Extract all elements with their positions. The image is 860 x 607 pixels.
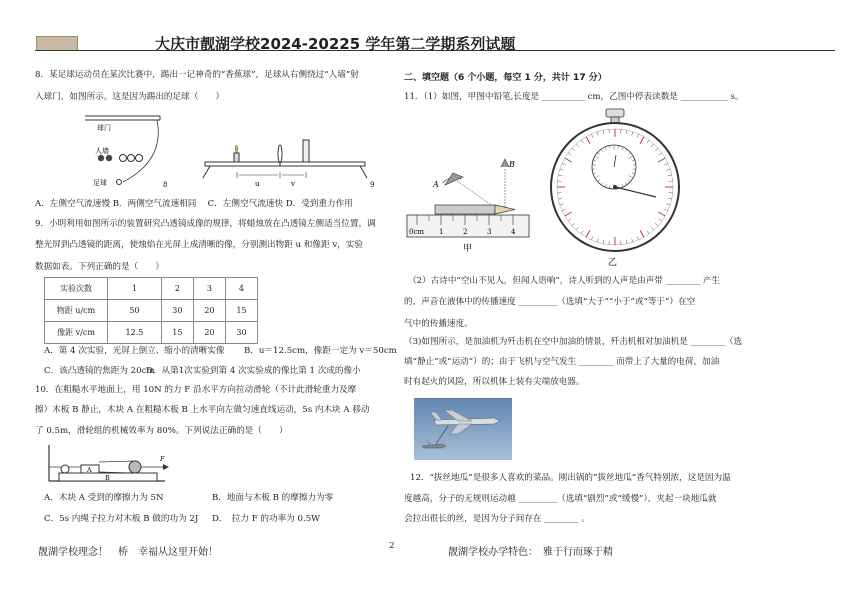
fig8-number: 8 [163,181,168,189]
table-cell: 12.5 [108,322,162,344]
stopwatch-figure [540,105,690,270]
ruler-label-3: 3 [487,228,492,236]
q10-line1: 10．在粗糙水平地面上，用 10N 的力 F 沿水平方向拉动滑轮（不计此滑轮重力及摩 [35,385,357,395]
table-cell: 像距 v/cm [45,322,108,344]
q11-p2-line3: 气中的传播速度。 [404,319,473,329]
q12-line2: 度越高，分子的无规则运动越 _________（选填“剧烈”或“缓慢”），夹起一块地瓜就 [404,494,717,504]
u-label: u [255,180,260,188]
q11-p3-line3: 时有起火的风险，所以机体上装有尖端放电器。 [404,377,585,387]
table-cell: 50 [108,300,162,322]
q10-option-d: D． 拉力 F 的功率为 0.5W [212,514,320,524]
table-cell: 15 [225,300,257,322]
footer-right-motto: 靓湖学校办学特色： 雅于行而琢于精 [448,547,613,558]
fig9-number: 9 [370,181,375,189]
q10-line3: 了 0.5m，滑轮组的机械效率为 80%。下列说法正确的是（ ） [35,426,288,436]
eye-a-label: A [433,180,439,189]
q9-line3: 数据如表。下列正确的是（ ） [35,262,164,272]
q8-line1: 8．某足球运动员在某次比赛中，踢出一记神奇的“香蕉球”，足球从右侧绕过“人墙”射 [35,70,359,80]
ball-label: 足球 [93,179,107,187]
board-b-label: B [105,474,110,482]
table-cell: 3 [193,278,225,300]
q11-p2-line1: （2）古诗中“空山不见人，但闻人语响”，诗人听到的人声是由声带 ________ 产生 [408,276,720,286]
page-number: 2 [389,541,395,551]
q12-line3: 会拉出很长的丝，是因为分子间存在 ________ 。 [404,514,590,524]
ruler-label-0: 0cm [409,228,425,236]
table-row [45,278,258,300]
school-logo [36,36,78,51]
footer-left-motto: 靓湖学校理念！ 桥 幸福从这里开始！ [38,547,218,558]
q10-option-b: B．地面与木板 B 的摩擦力为零 [212,493,334,503]
q9-option-b: B．u＝12.5cm，像距一定为 v＝50cm [244,346,397,356]
table-cell: 1 [108,278,162,300]
q10-figure [45,441,185,485]
table-cell: 4 [225,278,257,300]
q9-option-a: A．第 4 次实验，光屏上倒立、缩小的清晰实像 [44,346,225,356]
table-cell: 实验次数 [45,278,108,300]
q11-line1: 11．（1）如图，甲图中铅笔,长度是 __________ cm，乙图中停表读数是 ___________ s。 [404,92,744,102]
ruler-label-2: 2 [463,228,468,236]
ruler-label-4: 4 [511,228,516,236]
table-cell: 15 [161,322,193,344]
q10-option-a: A．木块 A 受到的摩擦力为 5N [44,493,164,503]
q12-line1: 12．“拔丝地瓜”是很多人喜欢的菜品。刚出锅的“拔丝地瓜”香气特别浓，这是因为温 [410,473,731,483]
table-row [45,300,258,322]
q11-p2-line2: 的，声音在液体中的传播速度 _________（选填“大于”“小于”或“等于”）在空 [404,297,696,307]
q9-option-d: D．从第1次实验到第 4 次实验成的像比第 1 次成的像小 [146,366,361,376]
section-title: 二、填空题（6 个小题，每空 1 分，共计 17 分） [404,73,607,83]
fig-yi-label: 乙 [608,258,618,268]
q8-options: A．左侧空气流速慢 B．两侧空气流速相同 C．左侧空气流速快 D．受到重力作用 [35,199,353,209]
table-cell: 30 [161,300,193,322]
table-cell: 30 [225,322,257,344]
q9-option-c: C．该凸透镜的焦距为 20cm [44,366,155,376]
q11-p3-line2: 填“静止”或“运动”）的；由于飞机与空气发生 ________ 而带上了大量的电荷，加油 [404,357,720,367]
table-cell: 物距 u/cm [45,300,108,322]
exam-title: 大庆市靓湖学校2024-20225 学年第二学期系列试题 [155,35,516,53]
q9-line2: 整光屏到凸透镜的距离，使烛焰在光屏上成清晰的像，分别测出物距 u 和像距 v，实验 [35,240,363,250]
v-label: v [291,180,295,188]
ruler-label-1: 1 [439,228,444,236]
q11-p3-line1: （3)如图所示，是加油机为歼击机在空中加油的情景，歼击机相对加油机是 ________（选 [404,337,743,347]
q8-figure [75,110,375,190]
goal-label: 球门 [97,124,111,132]
refueling-photo [414,398,512,460]
q10-option-c: C．5s 内绳子拉力对木板 B 做的功为 2J [44,514,199,524]
q9-line1: 9．小明利用如图所示的装置研究凸透镜成像的规律，将蜡烛放在凸透镜左侧适当位置，调 [35,219,376,229]
block-a-label: A [87,466,92,474]
force-f-label: F [160,455,165,463]
q9-data-table [44,277,258,344]
wall-label: 人墙 [95,147,109,155]
q8-line2: 入球门，如图所示。这是因为踢出的足球（ ） [35,92,225,102]
header-rule [35,50,835,51]
fig-jia-label: 甲 [463,244,473,254]
table-row [45,322,258,344]
table-cell: 20 [193,322,225,344]
table-cell: 2 [161,278,193,300]
ruler-figure [405,155,535,255]
eye-b-label: B [509,160,515,169]
table-cell: 20 [193,300,225,322]
q10-line2: 擦）木板 B 静止，木块 A 在粗糙木板 B 上水平向左做匀速直线运动，5s 内木块 A 移动 [35,405,370,415]
